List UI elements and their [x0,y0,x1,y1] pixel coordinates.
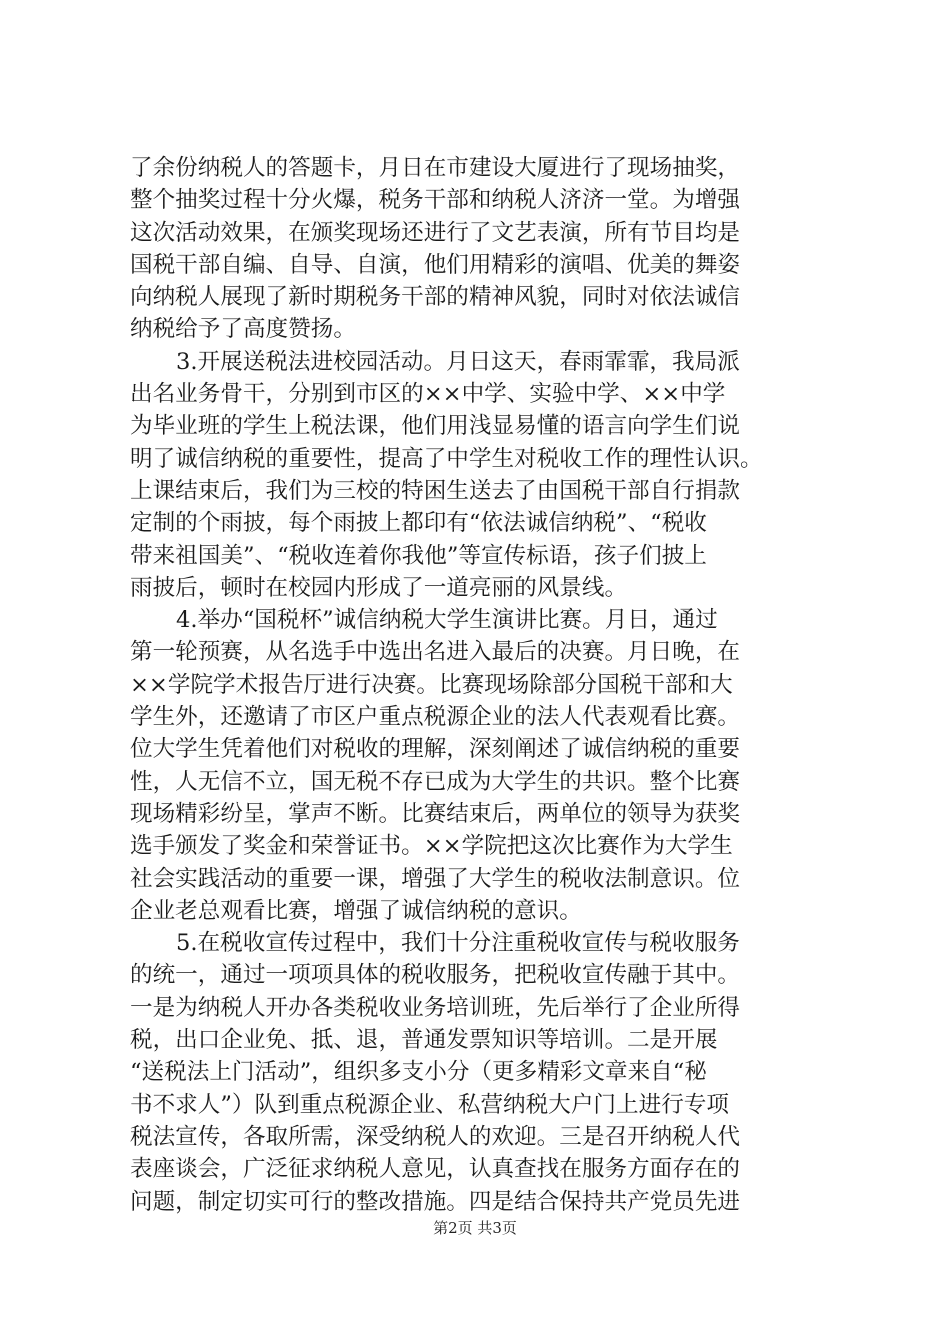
text-line: 纳税给予了高度赞扬。 [130,316,356,343]
text-line: 整个抽奖过程十分火爆，税务干部和纳税人济济一堂。为增强 [130,187,741,214]
text-line: 这次活动效果，在颁奖现场还进行了文艺表演，所有节目均是 [130,219,741,246]
text-line: 了余份纳税人的答题卡，月日在市建设大厦进行了现场抽奖， [130,155,741,181]
text-line: 性，人无信不立，国无税不存已成为大学生的共识。整个比赛 [130,768,741,795]
paragraph-start-line: 5.在税收宣传过程中，我们十分注重税收宣传与税收服务 [176,930,740,957]
text-line: 税，出口企业免、抵、退，普通发票知识等培训。二是开展 [130,1027,718,1054]
text-line: 定制的个雨披，每个雨披上都印有“依法诚信纳税”、“税收 [130,510,707,537]
text-line: “送税法上门活动”，组织多支小分（更多精彩文章来自“秘 [130,1059,707,1086]
text-line: 出名业务骨干，分别到市区的××中学、实验中学、××中学 [130,381,726,408]
text-line: 带来祖国美”、“税收连着你我他”等宣传标语，孩子们披上 [130,542,707,569]
text-line: ××学院学术报告厅进行决赛。比赛现场除部分国税干部和大 [130,671,733,698]
text-line: 国税干部自编、自导、自演，他们用精彩的演唱、优美的舞姿 [130,251,741,278]
text-line: 学生外，还邀请了市区户重点税源企业的法人代表观看比赛。 [130,704,741,731]
text-line: 企业老总观看比赛，增强了诚信纳税的意识。 [130,897,582,924]
text-line: 社会实践活动的重要一课，增强了大学生的税收法制意识。位 [130,865,741,892]
text-line: 上课结束后，我们为三校的特困生送去了由国税干部自行捐款 [130,477,741,504]
text-line: 书不求人”）队到重点税源企业、私营纳税大户门上进行专项 [130,1091,729,1118]
text-line: 明了诚信纳税的重要性，提高了中学生对税收工作的理性认识。 [130,445,763,472]
text-line: 第一轮预赛，从名选手中选出名进入最后的决赛。月日晚，在 [130,639,741,666]
text-line: 税法宣传，各取所需，深受纳税人的欢迎。三是召开纳税人代 [130,1123,741,1150]
text-line: 选手颁发了奖金和荣誉证书。××学院把这次比赛作为大学生 [130,833,733,860]
text-line: 雨披后，顿时在校园内形成了一道亮丽的风景线。 [130,574,628,601]
text-line: 位大学生凭着他们对税收的理解，深刻阐述了诚信纳税的重要 [130,736,741,763]
text-line: 为毕业班的学生上税法课，他们用浅显易懂的语言向学生们说 [130,413,741,440]
text-line: 现场精彩纷呈，掌声不断。比赛结束后，两单位的领导为获奖 [130,800,741,827]
document-body [130,152,830,1218]
text-line: 问题，制定切实可行的整改措施。四是结合保持共产党员先进 [130,1188,741,1215]
text-line: 向纳税人展现了新时期税务干部的精神风貌，同时对依法诚信 [130,284,741,311]
text-line: 表座谈会，广泛征求纳税人意见，认真查找在服务方面存在的 [130,1156,741,1183]
paragraph-start-line: 4.举办“国税杯”诚信纳税大学生演讲比赛。月日，通过 [176,607,718,634]
text-line: 的统一，通过一项项具体的税收服务，把税收宣传融于其中。 [130,962,741,989]
text-line: 一是为纳税人开办各类税收业务培训班，先后举行了企业所得 [130,994,741,1021]
page-number-footer: 第2页 共3页 [433,1219,517,1237]
paragraph-start-line: 3.开展送税法进校园活动。月日这天，春雨霏霏，我局派 [176,348,740,375]
